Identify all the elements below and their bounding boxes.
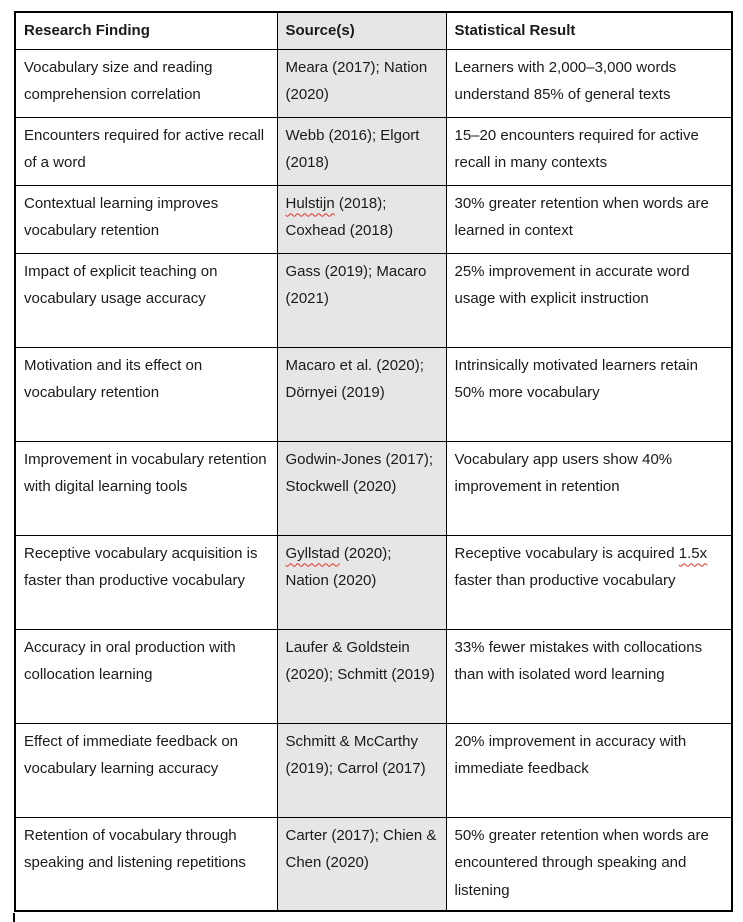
finding-cell: Vocabulary size and reading comprehension correlation xyxy=(15,49,277,117)
source-cell: Godwin-Jones (2017); Stockwell (2020) xyxy=(277,441,446,535)
source-cell: Gyllstad (2020); Nation (2020) xyxy=(277,535,446,629)
next-table-fragment xyxy=(13,913,15,922)
result-cell: Receptive vocabulary is acquired 1.5x faster than productive vocabulary xyxy=(446,535,732,629)
table-row xyxy=(15,253,732,347)
source-cell: Hulstijn (2018); Coxhead (2018) xyxy=(277,185,446,253)
source-cell: Meara (2017); Nation (2020) xyxy=(277,49,446,117)
spellcheck-underline: 1.5x xyxy=(678,544,708,562)
table-row xyxy=(15,347,732,441)
finding-cell: Motivation and its effect on vocabulary retention xyxy=(15,347,277,441)
result-cell: 25% improvement in accurate word usage with explicit instruction xyxy=(446,253,732,347)
result-cell: 33% fewer mistakes with collocations than with isolated word learning xyxy=(446,629,732,723)
finding-cell: Contextual learning improves vocabulary retention xyxy=(15,185,277,253)
result-cell: Learners with 2,000–3,000 words understand 85% of general texts xyxy=(446,49,732,117)
table-header xyxy=(15,12,732,49)
result-cell: 15–20 encounters required for active recall in many contexts xyxy=(446,117,732,185)
table-row xyxy=(15,817,732,911)
finding-cell: Accuracy in oral production with collocation learning xyxy=(15,629,277,723)
source-cell: Macaro et al. (2020); Dörnyei (2019) xyxy=(277,347,446,441)
source-cell: Webb (2016); Elgort (2018) xyxy=(277,117,446,185)
result-cell: 30% greater retention when words are learned in context xyxy=(446,185,732,253)
result-cell: Intrinsically motivated learners retain 50% more vocabulary xyxy=(446,347,732,441)
table-row xyxy=(15,723,732,817)
column-header-sources: Source(s) xyxy=(277,12,446,49)
table-row xyxy=(15,629,732,723)
spellcheck-underline: Hulstijn xyxy=(285,194,335,212)
table-row xyxy=(15,49,732,117)
finding-cell: Effect of immediate feedback on vocabulary learning accuracy xyxy=(15,723,277,817)
result-cell: 20% improvement in accuracy with immediate feedback xyxy=(446,723,732,817)
finding-cell: Impact of explicit teaching on vocabulary usage accuracy xyxy=(15,253,277,347)
column-header-research-finding: Research Finding xyxy=(15,12,277,49)
finding-cell: Encounters required for active recall of a word xyxy=(15,117,277,185)
result-cell: 50% greater retention when words are encountered through speaking and listening xyxy=(446,817,732,911)
table-row xyxy=(15,535,732,629)
spellcheck-underline: Gyllstad xyxy=(285,544,340,562)
finding-cell: Retention of vocabulary through speaking and listening repetitions xyxy=(15,817,277,911)
header-row xyxy=(15,12,732,49)
source-cell: Schmitt & McCarthy (2019); Carrol (2017) xyxy=(277,723,446,817)
source-cell: Laufer & Goldstein (2020); Schmitt (2019) xyxy=(277,629,446,723)
research-findings-table xyxy=(14,11,733,912)
table-body xyxy=(15,49,732,911)
source-cell: Carter (2017); Chien & Chen (2020) xyxy=(277,817,446,911)
table-row xyxy=(15,441,732,535)
finding-cell: Receptive vocabulary acquisition is faster than productive vocabulary xyxy=(15,535,277,629)
column-header-statistical-result: Statistical Result xyxy=(446,12,732,49)
source-cell: Gass (2019); Macaro (2021) xyxy=(277,253,446,347)
table-row xyxy=(15,117,732,185)
finding-cell: Improvement in vocabulary retention with digital learning tools xyxy=(15,441,277,535)
table-row xyxy=(15,185,732,253)
result-cell: Vocabulary app users show 40% improvement in retention xyxy=(446,441,732,535)
